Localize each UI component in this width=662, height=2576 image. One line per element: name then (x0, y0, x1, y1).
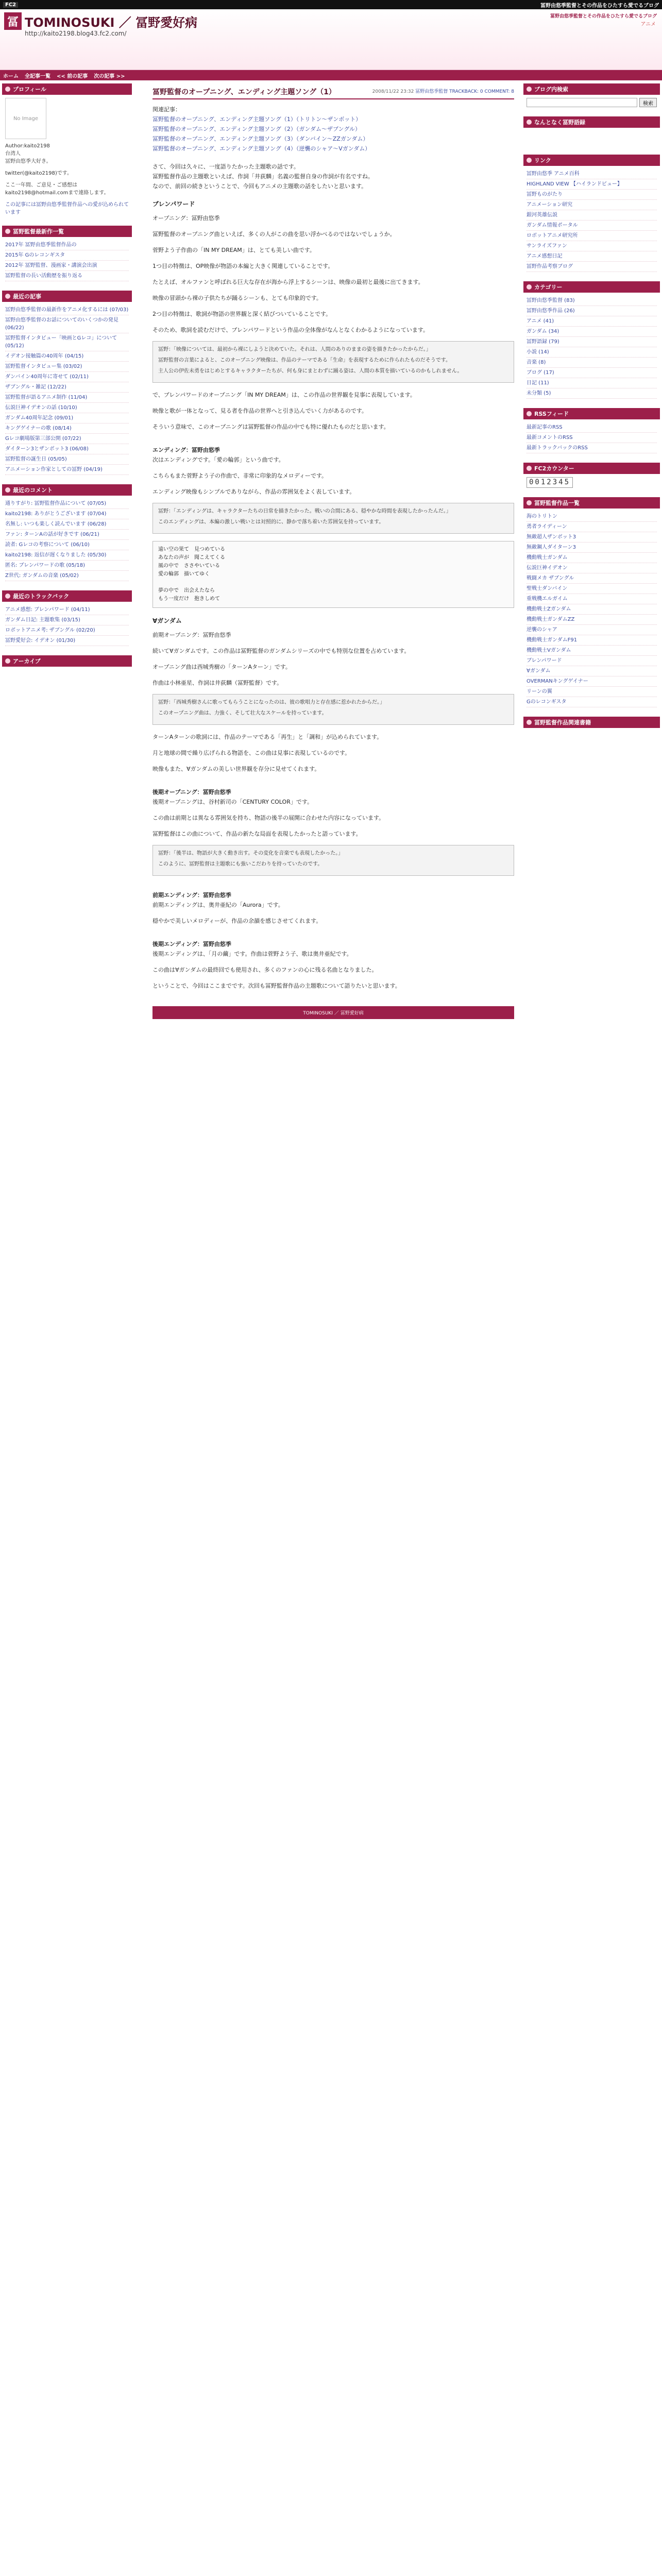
comment-item-link[interactable]: 名無し: いつも楽しく読んでいます (06/28) (5, 521, 107, 527)
recent-entry-item (5, 423, 129, 434)
link-item (527, 221, 657, 231)
recent-entry-item-link[interactable]: アニメーション作家としての冨野 (04/19) (5, 467, 103, 472)
comment-item (5, 561, 129, 571)
blog-search-box (523, 83, 660, 110)
site-url: http://kaito2198.blog43.fc2.com/ (25, 30, 127, 37)
rss-box (523, 408, 660, 456)
category-item (527, 316, 657, 327)
work-item (527, 553, 657, 563)
recent-entry-item-link[interactable]: 冨野監督インタビュー「映画とGレコ」について (05/12) (5, 335, 117, 349)
paragraph: 2つ目の特徴は、歌詞が物語の世界観と深く結びついていることです。 (152, 311, 332, 317)
rss-title: RSSフィード (534, 411, 569, 417)
list-icon (5, 294, 10, 299)
comment-item (5, 530, 129, 540)
work-item-link[interactable]: ブレンパワード (527, 658, 562, 664)
entry-meta (372, 89, 514, 95)
recent-entry-item-link[interactable]: ダンバイン40周年に寄せて (02/11) (5, 374, 89, 380)
quote-box (152, 503, 514, 534)
category-item-link[interactable]: 未分類 (5) (527, 391, 551, 396)
profile-line: twitter(@kaito2198)です。 (5, 171, 72, 176)
list-icon (5, 229, 10, 234)
paragraph: 穏やかで美しいメロディーが、作品の余韻を感じさせてくれます。 (152, 918, 322, 924)
paragraph: 映像もまた、∀ガンダムの美しい世界観を存分に見せてくれます。 (152, 766, 320, 772)
books-box (523, 717, 660, 728)
latest-work-item (5, 271, 129, 281)
link-item (527, 241, 657, 251)
gundam-op-text-2 (152, 732, 514, 774)
recent-entry-item (5, 403, 129, 413)
paragraph: たとえば、オルファンと呼ばれる巨大な存在が海から浮上するシーンは、映像の最初と最後に出てきます。 (152, 279, 424, 285)
recent-entry-item (5, 372, 129, 382)
paragraph: オープニング曲は西城秀樹の「ターンAターン」です。 (152, 664, 291, 670)
link-icon (527, 158, 532, 163)
category-item (527, 347, 657, 358)
comment-icon (5, 487, 10, 493)
entry-header (152, 87, 514, 99)
work-item (527, 676, 657, 687)
related-label: 関連記事： (152, 106, 181, 113)
latest-work-item-link[interactable]: 冨野監督の長い活動歴を振り返る (5, 273, 82, 279)
counter-icon (527, 466, 532, 471)
gundam-op2-text (152, 797, 514, 839)
category-item-link[interactable]: 冨野由悠季監督 (83) (527, 298, 575, 303)
quote-icon (527, 120, 532, 125)
categories-title: カテゴリー (534, 284, 563, 291)
link-item (527, 179, 657, 190)
comment-item-link[interactable]: kaito2198: ありがとうございます (07/04) (5, 511, 107, 517)
paragraph: 冨野監督はこの曲について、作品の新たな局面を表現したかったと語っています。 (152, 831, 362, 837)
category-item-link[interactable]: 日記 (11) (527, 380, 549, 386)
trackback-icon (5, 594, 10, 599)
entry-comments[interactable]: COMMENT: 8 (484, 89, 514, 94)
work-item (527, 532, 657, 543)
paragraph: 1つ目の特徴は、OP映像が物語の本編と大きく関連していることです。 (152, 263, 334, 269)
paragraph: 作曲は小林亜星、作詞は井荻麟（冨野監督）です。 (152, 680, 283, 686)
paragraph: このオープニング曲は、力強く、そして壮大なスケールを持っています。 (158, 710, 327, 716)
category-item (527, 306, 657, 316)
recent-comments-box (2, 484, 132, 584)
latest-work-item (5, 261, 129, 271)
paragraph: こちらもまた菅野よう子の作曲で、非常に印象的なメロディーです。 (152, 472, 328, 479)
intro-line: なので、前回の続きということで、今回もアニメの主題歌の話をしたいと思います。 (152, 183, 367, 190)
work-item (527, 512, 657, 522)
gundam-ed1-text (152, 900, 514, 926)
brain-op-text (152, 213, 514, 335)
rss-item-link[interactable]: 最新記事のRSS (527, 425, 563, 430)
work-item (527, 594, 657, 604)
category-item (527, 378, 657, 388)
intro-paragraph (152, 162, 514, 191)
profile-icon (5, 87, 10, 92)
work-item-link[interactable]: 戦闘メカ ザブングル (527, 575, 574, 581)
rss-item-link[interactable]: 最新トラックバックのRSS (527, 445, 588, 451)
recent-entry-item (5, 305, 129, 315)
recent-entry-item-link[interactable]: Gレコ劇場版第三部公開 (07/22) (5, 436, 81, 442)
paragraph: で、ブレンパワードのオープニング「IN MY DREAM」は、この作品の世界観を見事に表現しています。 (152, 392, 416, 398)
work-item (527, 635, 657, 646)
work-item-link[interactable]: 逆襲のシャア (527, 627, 557, 633)
related-link[interactable]: 冨野監督のオープニング、エンディング主題ソング（4）（逆襲のシャア〜Vガンダム） (152, 145, 371, 152)
nav-next-entry[interactable]: 次の記事 >> (94, 73, 125, 79)
paragraph: エンディング映像もシンプルでありながら、作品の雰囲気をよく表しています。 (152, 488, 355, 495)
links-title: リンク (534, 157, 551, 164)
paragraph: 冨野：「映像については、最初から裸にしようと決めていた。それは、人間のありのままの姿を描きたかったからだ。」 (158, 347, 431, 352)
paragraph: 続いて∀ガンダムです。この作品は冨野監督のガンダムシリーズの中でも特別な位置を占めています。 (152, 648, 410, 654)
fc2-ticker: 冨野由悠季監督とその作品をひたすら愛でるブログ (540, 3, 659, 9)
latest-works-box (2, 226, 132, 284)
link-item (527, 169, 657, 179)
trackback-item-link[interactable]: アニメ感想: ブレンパワード (04/11) (5, 607, 90, 613)
counter-title: FC2カウンター (534, 465, 574, 472)
profile-line: kaito2198@hotmail.comまで連絡します。 (5, 190, 109, 196)
paragraph: 冨野：「エンディングは、キャラクターたちの日常を描きたかった。戦いの合間にある、穏やかな時間を表現したかったんだ。」 (158, 509, 451, 514)
comment-item (5, 519, 129, 530)
link-item-link[interactable]: ガンダム情報ポータル (527, 223, 578, 228)
nav-all-entries[interactable]: 全記事一覧 (25, 73, 50, 79)
paragraph: 後期オープニングは、谷村新司の「CENTURY COLOR」です。 (152, 799, 313, 805)
paragraph: このように、冨野監督は主題歌にも強いこだわりを持っていたのです。 (158, 861, 323, 867)
fc2-bar (0, 0, 662, 9)
paragraph: 冨野：「西城秀樹さんに歌ってもらうことになったのは、彼の歌唱力と存在感に惹かれたからだ。」 (158, 700, 385, 705)
recent-entry-item (5, 333, 129, 351)
link-item-link[interactable]: ロボットアニメ研究所 (527, 233, 578, 239)
header-genre: アニメ (640, 22, 656, 27)
blog-search-title: ブログ内検索 (534, 86, 568, 93)
paragraph: 映像の冒頭から裸の子供たちが踊るシーンも、とても印象的です。 (152, 295, 322, 301)
related-link[interactable]: 冨野監督のオープニング、エンディング主題ソング（1）（トリトン〜ザンボット） (152, 116, 362, 123)
work-item-link[interactable]: リーンの翼 (527, 689, 552, 694)
quotes-title: なんとなく冨野語録 (534, 119, 585, 126)
profile-link[interactable]: この記事には冨野由悠季監督作品への愛が込められています (5, 202, 129, 215)
recent-trackbacks-box (2, 590, 132, 649)
main-content (132, 83, 523, 1019)
related-link[interactable]: 冨野監督のオープニング、エンディング主題ソング（2）（ガンダム〜ザブングル） (152, 126, 361, 132)
brain-ed-heading: エンディング：冨野由悠季 (152, 447, 220, 453)
work-item-link[interactable]: 機動戦士ガンダムF91 (527, 637, 578, 643)
quotes-box (523, 116, 660, 148)
intro-line: 冨野監督作品の主題歌といえば、作詞「井荻麟」名義の監督自身の作詞が有名ですね。 (152, 173, 374, 180)
category-item (527, 388, 657, 399)
paragraph: 映像と歌が一体となって、見る者を作品の世界へと引き込んでいく力があるのです。 (152, 408, 367, 414)
paragraph: 冨野監督の言葉によると、このオープニング映像は、作品のテーマである「生命」を表現するために作られたものだそうです。 (158, 358, 451, 363)
recent-entry-item (5, 434, 129, 444)
recent-entry-item (5, 315, 129, 333)
recent-entry-item-link[interactable]: ダイターン3とザンボット3 (06/08) (5, 446, 89, 452)
link-item (527, 200, 657, 210)
related-link[interactable]: 冨野監督のオープニング、エンディング主題ソング（3）（ダンバイン〜ZZガンダム） (152, 135, 369, 142)
recent-entry-item-link[interactable]: 冨野由悠季監督の最新作をアニメ化するには (07/03) (5, 307, 129, 313)
work-item (527, 584, 657, 594)
quote-box (152, 845, 514, 876)
paragraph: そういう意味で、このオープニングは冨野監督の作品の中でも特に優れたものだと思います。 (152, 423, 389, 430)
comment-item (5, 540, 129, 550)
work-item-link[interactable]: 機動戦士ガンダム (527, 555, 568, 561)
site-header (0, 9, 662, 70)
archive-box (2, 655, 132, 667)
recent-entry-item-link[interactable]: キングゲイナーの歌 (08/14) (5, 426, 72, 431)
recent-entries-box (2, 291, 132, 478)
link-item (527, 262, 657, 272)
recent-entry-item-link[interactable]: 冨野監督インタビュー集 (03/02) (5, 364, 82, 369)
work-item (527, 687, 657, 697)
link-item (527, 231, 657, 241)
brain-op-text-2 (152, 390, 514, 432)
avatar: No Image (5, 98, 46, 139)
comment-item-link[interactable]: kaito2198: 返信が遅くなりました (05/30) (5, 552, 107, 558)
latest-work-item (5, 250, 129, 261)
comment-item-link[interactable]: 読者: Gレコの考察について (06/10) (5, 542, 90, 548)
link-item (527, 190, 657, 200)
site-title[interactable]: TOMINOSUKI ／ 冨野愛好病 (25, 15, 198, 30)
paragraph: 次はエンディングです。「愛の輪郭」という曲です。 (152, 456, 284, 463)
work-item-link[interactable]: 伝説巨神イデオン (527, 565, 568, 571)
work-item (527, 656, 657, 666)
books-title: 冨野監督作品関連書籍 (534, 719, 591, 726)
profile-line: Author:kaito2198 (5, 143, 50, 149)
recent-entry-item (5, 351, 129, 362)
profile-title: プロフィール (13, 86, 46, 93)
trackback-item-link[interactable]: 冨野愛好会: イデオン (01/30) (5, 638, 76, 643)
rss-item (527, 443, 657, 453)
profile-box (2, 83, 132, 219)
entry-trackback[interactable]: TRACKBACK: 0 (449, 89, 483, 94)
folder-icon (527, 284, 532, 290)
latest-work-item (5, 240, 129, 250)
paragraph: このエンディングは、本編の激しい戦いとは対照的に、静かで落ち着いた雰囲気を持っています。 (158, 519, 384, 525)
work-item (527, 573, 657, 584)
work-item-link[interactable]: 無敵鋼人ダイターン3 (527, 545, 576, 550)
related-entries (152, 105, 514, 154)
entry-body (152, 99, 514, 991)
archive-title: アーカイブ (13, 658, 41, 665)
categories-box (523, 281, 660, 402)
entry-title[interactable]: 冨野監督のオープニング、エンディング主題ソング（1） (152, 88, 336, 96)
work-item-link[interactable]: 海のトリトン (527, 514, 557, 519)
link-item (527, 210, 657, 221)
link-item-link[interactable]: 冨野由悠季 アニメ百科 (527, 171, 580, 177)
quote-box (152, 694, 514, 725)
search-icon (527, 87, 532, 92)
latest-works-title: 冨野監督最新作一覧 (13, 228, 64, 235)
trackback-item (5, 625, 129, 636)
entry-date: 2008/11/22 23:32 (372, 89, 414, 94)
search-input[interactable] (527, 98, 637, 107)
right-sidebar (523, 83, 660, 1019)
trackback-item (5, 615, 129, 625)
work-item (527, 615, 657, 625)
comment-item (5, 509, 129, 519)
rss-item-link[interactable]: 最新コメントのRSS (527, 435, 573, 440)
recent-comments-title: 最近のコメント (13, 487, 53, 494)
comment-item-link[interactable]: 匿名: ブレンパワードの歌 (05/18) (5, 563, 85, 568)
recent-entry-item-link[interactable]: 冨野監督の誕生日 (05/05) (5, 456, 67, 462)
work-item-link[interactable]: 機動戦士Zガンダム (527, 606, 571, 612)
recent-entry-item-link[interactable]: 冨野監督が語るアニメ制作 (11/04) (5, 395, 88, 400)
category-item (527, 368, 657, 378)
category-item-link[interactable]: 音楽 (8) (527, 360, 546, 365)
brain-ed-text (152, 455, 514, 497)
trackback-item (5, 636, 129, 646)
visitor-counter: 0012345 (527, 477, 573, 488)
paragraph: そのため、歌詞を読むだけで、ブレンパワードという作品の全体像がなんとなくわかるようになっています。 (152, 327, 429, 333)
rss-item (527, 422, 657, 433)
lyrics-box: 遠い空の果て 見つめている あなたの声が 聞こえてくる 風の中で ささやいている 愛の輪郭 描いてゆく 夢の中で 出会えたなら もう一度だけ 抱きしめて (152, 541, 514, 608)
work-item (527, 563, 657, 573)
recent-entries-title: 最近の記事 (13, 293, 41, 300)
recent-entry-item (5, 454, 129, 465)
rss-item (527, 433, 657, 443)
links-box (523, 155, 660, 275)
paragraph: オープニング：冨野由悠季 (152, 215, 220, 222)
top-nav (0, 70, 662, 80)
recent-entry-item (5, 444, 129, 454)
paragraph: 菅野よう子作曲の「IN MY DREAM」は、とても美しい曲です。 (152, 247, 315, 253)
work-item-link[interactable]: ∀ガンダム (527, 668, 551, 674)
recent-entry-item-link[interactable]: ガンダム40周年記念 (09/01) (5, 415, 74, 421)
recent-trackbacks-title: 最近のトラックバック (13, 593, 70, 600)
category-item (527, 327, 657, 337)
work-item (527, 646, 657, 656)
left-sidebar (2, 83, 132, 1019)
entry-category[interactable]: 冨野由悠季監督 (415, 89, 448, 94)
work-item-link[interactable]: 重戦機エルガイム (527, 596, 568, 602)
link-item-link[interactable]: 冨野ものがたり (527, 192, 563, 197)
quote-box (152, 341, 514, 383)
archive-icon (5, 658, 10, 664)
trackback-item-link[interactable]: ガンダム日記: 主題歌集 (03/15) (5, 617, 80, 623)
gundam-op2-heading: 後期オープニング：冨野由悠季 (152, 789, 231, 795)
paragraph: 冨野：「後半は、物語が大きく動き出す。その変化を音楽でも表現したかった。」 (158, 851, 344, 856)
profile-text (5, 142, 129, 197)
paragraph: ターンAターンの歌詞には、作品のテーマである「再生」と「調和」が込められています。 (152, 734, 383, 740)
paragraph: ということで、今回はここまでです。次回も冨野監督作品の主題歌について語りたいと思います。 (152, 982, 401, 989)
category-item-link[interactable]: アニメ (41) (527, 318, 554, 324)
paragraph: 主人公の伊佐未勇をはじめとするキャラクターたちが、何も身にまとわずに踊る姿は、人間の本質を描いているのかもしれません。 (158, 368, 463, 374)
recent-entry-item-link[interactable]: ザブングル・雑記 (12/22) (5, 384, 66, 390)
category-item-link[interactable]: 冨野由悠季作品 (26) (527, 308, 575, 314)
recent-entry-item-link[interactable]: 伝説巨神イデオンの話 (10/10) (5, 405, 77, 411)
comment-item-link[interactable]: ファン: ターンAの話が好きです (06/21) (5, 532, 99, 537)
latest-work-item-link[interactable]: 2017年 冨野由悠季監督作品の (5, 242, 77, 248)
link-item-link[interactable]: アニメ感想日記 (527, 253, 563, 259)
works-box (523, 497, 660, 710)
gundam-ed2-text (152, 949, 514, 991)
nav-prev-entry[interactable]: << 前の記事 (57, 73, 88, 79)
fc2-logo[interactable]: FC2 (3, 2, 18, 8)
recent-entry-item (5, 393, 129, 403)
link-item-link[interactable]: 冨野作品考察ブログ (527, 264, 573, 269)
work-item-link[interactable]: OVERMANキングゲイナー (527, 679, 588, 684)
link-item-link[interactable]: アニメーション研究 (527, 202, 573, 208)
works-title: 冨野監督作品一覧 (534, 500, 580, 506)
counter-box (523, 463, 660, 491)
paragraph: この曲は∀ガンダムの最終回でも使用され、多くのファンの心に残る名曲となりました。 (152, 967, 378, 973)
work-item-link[interactable]: 機動戦士ガンダムZZ (527, 617, 575, 622)
gundam-op-text (152, 630, 514, 688)
category-item-link[interactable]: ガンダム (34) (527, 329, 559, 334)
list-icon (527, 500, 532, 505)
section-turn-a-gundam: ∀ガンダム (152, 617, 182, 624)
gundam-ed1-heading: 前期エンディング：冨野由悠季 (152, 892, 231, 899)
comment-item (5, 499, 129, 509)
work-item (527, 625, 657, 635)
work-item-link[interactable]: 無敵超人ザンボット3 (527, 534, 576, 540)
link-item (527, 251, 657, 262)
intro-line: さて、今回は久々に、一度語りたかった主題歌の話です。 (152, 163, 299, 170)
category-item-link[interactable]: ブログ (17) (527, 370, 554, 376)
work-item (527, 522, 657, 532)
paragraph: この曲は前期とは異なる雰囲気を持ち、物語の後半の展開に合わせた内容になっています。 (152, 815, 385, 821)
work-item (527, 697, 657, 707)
category-item-link[interactable]: 冨野語録 (79) (527, 339, 559, 345)
recent-entry-item (5, 413, 129, 423)
recent-entry-item (5, 362, 129, 372)
recent-entry-item (5, 465, 129, 475)
work-item-link[interactable]: 機動戦士Vガンダム (527, 648, 571, 653)
link-item-link[interactable]: 銀河英雄伝説 (527, 212, 557, 218)
comment-item-link[interactable]: Z世代: ガンダムの音楽 (05/02) (5, 573, 79, 579)
gundam-ed2-heading: 後期エンディング：冨野由悠季 (152, 941, 231, 947)
work-item-link[interactable]: 勇者ライディーン (527, 524, 567, 530)
site-logo: 冨 (4, 12, 22, 30)
paragraph: 後期エンディングは、「月の繭」です。作曲は菅野よう子、歌は奥井亜紀です。 (152, 951, 352, 957)
profile-line: ここ一年間、ご意見・ご感想は (5, 182, 77, 188)
recent-entry-item (5, 382, 129, 393)
paragraph: 前期エンディングは、奥井亜紀の「Aurora」です。 (152, 902, 284, 908)
section-brain-powerd: ブレンパワード (152, 200, 195, 208)
paragraph: 月と地球の間で繰り広げられる物語を、この曲は見事に表現しているのです。 (152, 750, 351, 756)
comment-item (5, 550, 129, 561)
latest-work-item-link[interactable]: 2015年 Gのレコンギスタ (5, 252, 65, 258)
work-item-link[interactable]: Gのレコンギスタ (527, 699, 567, 705)
work-item (527, 604, 657, 615)
search-button[interactable]: 検索 (639, 98, 657, 107)
link-item-link[interactable]: サンライズファン (527, 243, 567, 249)
category-item (527, 358, 657, 368)
book-icon (527, 720, 532, 725)
comment-item (5, 571, 129, 581)
paragraph: 前期オープニング：冨野由悠季 (152, 632, 231, 638)
profile-line: 台湾人 (5, 151, 21, 157)
trackback-item (5, 605, 129, 615)
link-item-link[interactable]: HIGHLAND VIEW 【ハイランドビュー】 (527, 181, 622, 187)
work-item-link[interactable]: 聖戦士ダンバイン (527, 586, 568, 591)
rss-icon (527, 411, 532, 416)
trackback-item-link[interactable]: ロボットアニメ考: ザブングル (02/20) (5, 628, 95, 633)
category-item (527, 337, 657, 347)
work-item (527, 543, 657, 553)
category-item (527, 296, 657, 306)
profile-line: 冨野由悠季大好き。 (5, 159, 52, 164)
comment-item-link[interactable]: 通りすがり: 冨野監督作品について (07/05) (5, 501, 107, 506)
recent-entry-item-link[interactable]: イデオン接触篇の40周年 (04/15) (5, 353, 84, 359)
page-footer: TOMINOSUKI ／ 冨野愛好病 (152, 1006, 514, 1019)
paragraph: 冨野監督のオープニング曲といえば、多くの人がこの曲を思い浮かべるのではないでしょうか。 (152, 231, 396, 238)
nav-home[interactable]: ホーム (3, 73, 19, 79)
header-note: 冨野由悠季監督とその作品をひたすら愛でるブログ (550, 14, 657, 19)
category-item-link[interactable]: 小説 (14) (527, 349, 549, 355)
recent-entry-item-link[interactable]: 冨野由悠季監督のお話についてのいくつかの発見 (06/22) (5, 317, 118, 331)
latest-work-item-link[interactable]: 2012年 冨野監督、漫画家・講演会出演 (5, 263, 97, 268)
work-item (527, 666, 657, 676)
